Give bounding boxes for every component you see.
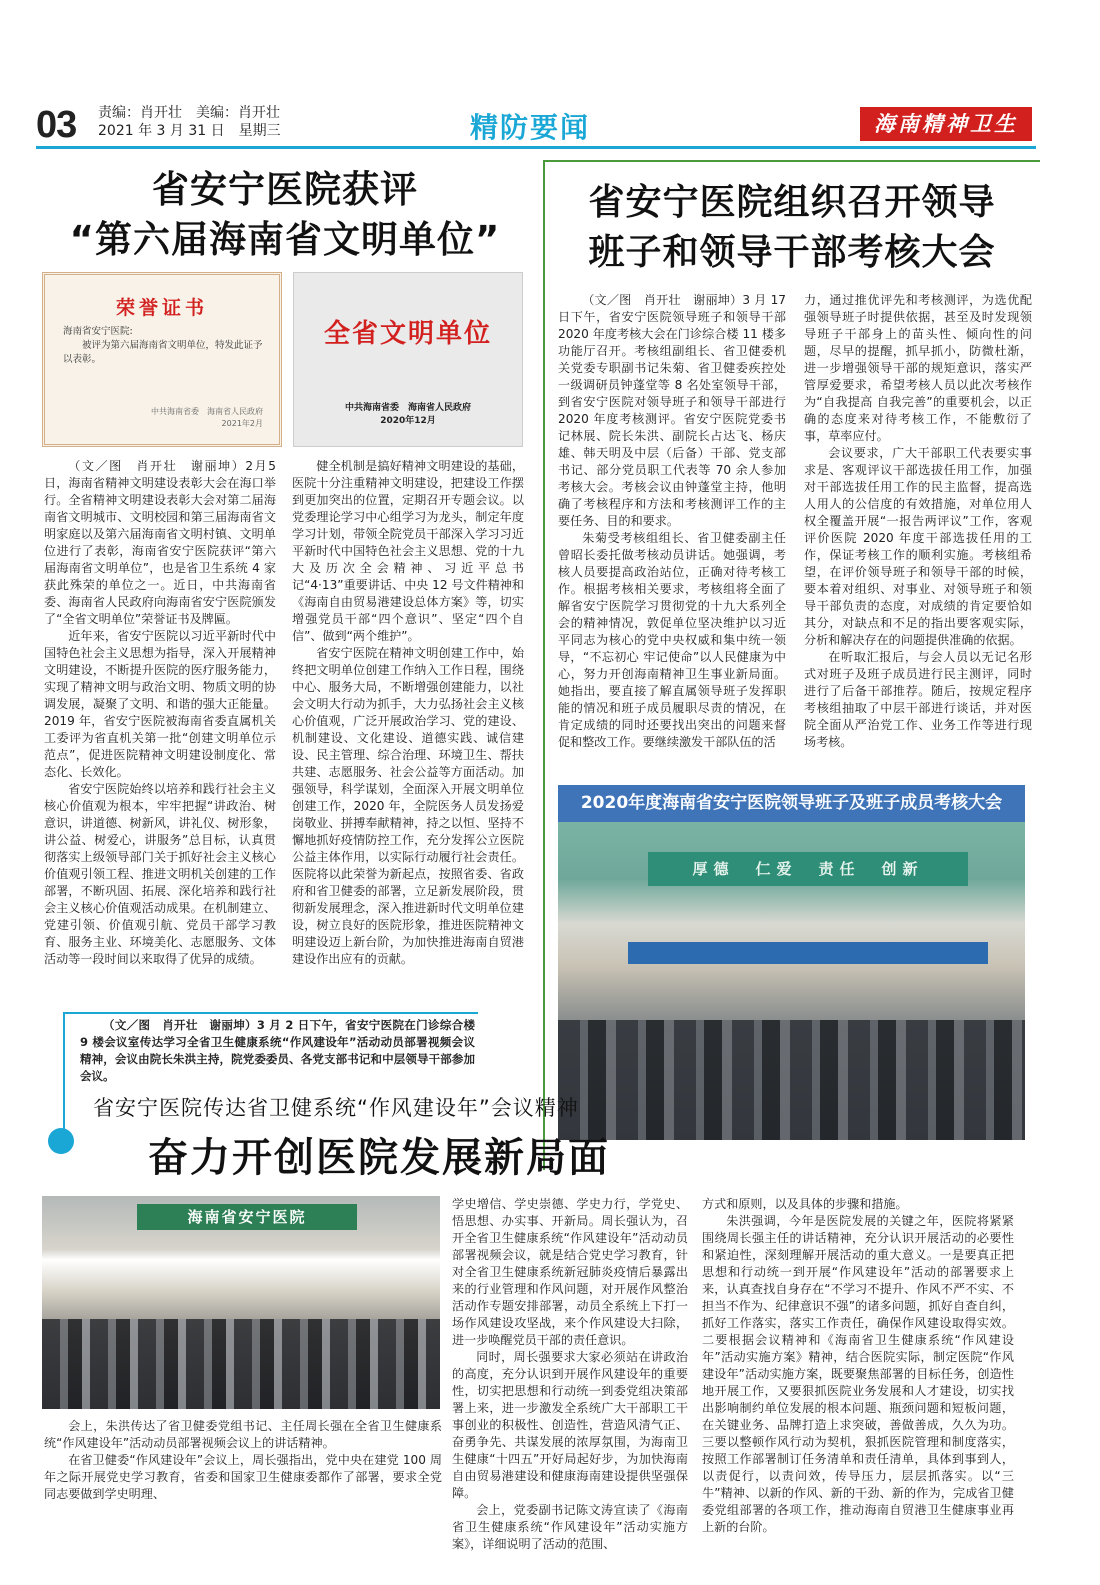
paragraph: （文／图 肖开壮 谢丽坤）3 月 17 日下午，省安宁医院领导班子和领导干部2020 年度考核大会在门诊综合楼 11 楼多功能厅召开。考核组副组长、省卫健委机关党委专职副书记朱菊、省卫健委疾控处一级调研员钟蓬堂等 8 名处室领导干部，到省安宁医院对领导班子和领导干部进行 2020 年度考核测评。省安宁医院党委书记林展、院长朱洪、副院长占达飞、杨庆雄、韩天明及中层（后备）干部、党支部书记、部分党员职工代表等 70 余人参加考核大会。考核会议由钟蓬堂主持，他明确了考核程序和方法和考核测评工作的主要任务、目的和要求。 [558, 293, 786, 528]
article2-title [552, 178, 1032, 278]
plaque-footer [294, 402, 522, 428]
header-meta [98, 104, 281, 140]
paragraph: 会上，朱洪传达了省卫健委党组书记、主任周长强在全省卫生健康系统“作风建设年”活动动员部署视频会议上的讲话精神。 [44, 1419, 442, 1450]
issue-weekday: 星期三 [238, 123, 281, 139]
decor-dot [48, 1128, 74, 1154]
paragraph: 会上，党委副书记陈文涛宣读了《海南省卫生健康系统“作风建设年”活动实施方案》，详细说明了活动的范围、 [452, 1503, 688, 1551]
paragraph: 在听取汇报后，与会人员以无记名形式对班子及班子成员进行民主测评，同时进行了后备干部推荐。随后，按规定程序考核组抽取了中层干部进行谈话，并对医院全面从严治党工作、业务工作等进行现场考核。 [804, 650, 1032, 749]
paragraph: 朱菊受考核组组长、省卫健委副主任曾昭长委托做考核动员讲话。她强调，考核人员要提高政治站位，正确对待考核工作。根据考核相关要求，考核组将全面了解省安宁医院学习贯彻党的十九大系列全会的精神情况，敦促单位坚决维护以习近平同志为核心的党中央权威和集中统一领导，“不忘初心 牢记使命”以人民健康为中心，努力开创海南精神卫生事业新局面。她指出，要直接了解直属领导班子发挥职能的情况和班子成员履职尽责的情况，在肯定成绩的同时还要找出突出的问题来督促和整改工作。要继续激发干部队伍的活 [558, 531, 786, 749]
article1-column-1 [44, 458, 276, 968]
issue-date: 2021 年 3 月 31 日 [98, 123, 225, 139]
certificate-title: 荣誉证书 [115, 297, 208, 319]
civilized-unit-plaque-image [293, 272, 523, 447]
article3-column-3 [702, 1196, 1014, 1536]
article1-column-2 [292, 458, 524, 968]
designer-credit: 美编：肖开壮 [196, 105, 280, 121]
article2-title-line2: 班子和领导干部考核大会 [588, 232, 996, 273]
article3-lead: （文／图 肖开壮 谢丽坤）3 月 2 日下午，省安宁医院在门诊综合楼 9 楼会议室传达学习全省卫生健康系统“作风建设年”活动动员部署视频会议精神，会议由院长朱洪主持，院党委委员、各党支部书记和中层领导干部参加会议。 [80, 1018, 475, 1083]
paragraph: 学史增信、学史崇德、学史力行，学党史、悟思想、办实事、开新局。周长强认为，召开全省卫生健康系统“作风建设年”活动动员部署视频会议，就是结合党史学习教育，针对全省卫生健康系统新冠肺炎疫情后暴露出来的行业管理和作风问题，对开展作风整治活动作专题安排部署，动员全系统上下打一场作风建设攻坚战，来个作风建设大扫除，进一步唤醒党员干部的责任意识。 [452, 1197, 688, 1347]
hospital-motto-sign: 厚德 仁爱 责任 创新 [648, 852, 968, 886]
assessment-meeting-photo [558, 822, 1025, 1140]
paragraph: 同时，周长强要求大家必须站在讲政治的高度，充分认识到开展作风建设年的重要性，切实把思想和行动统一到委党组决策部署上来，进一步激发全系统广大干部职工干事创业的积极性、创造性，营造风清气正、奋勇争先、共谋发展的浓厚氛围，为海南卫生健康“十四五”开好局起好步，为加快海南自由贸易港建设和健康海南建设提供坚强保障。 [452, 1350, 688, 1500]
plaque-date: 2020年12月 [380, 416, 436, 426]
article2-column-1 [558, 292, 786, 751]
paragraph: 健全机制是搞好精神文明建设的基础，医院十分注重精神文明建设，把建设工作摆到更加突出的位置，定期召开专题会议。以党委理论学习中心组学习为龙头，制定年度学习计划，带领全院党员干部深入学习习近平新时代中国特色社会主义思想、党的十九大及历次全会精神、习近平总书记“4·13”重要讲话、中央 12 号文件精神和《海南自由贸易港建设总体方案》等，切实增强党员干部“四个意识”、坚定“四个自信”、做到“两个维护”。 [292, 459, 524, 643]
masthead: 海南精神卫生 [860, 107, 1032, 141]
article3-column-1 [44, 1418, 442, 1503]
plaque-issuer: 中共海南省委 海南省人民政府 [344, 403, 471, 413]
honor-certificate-image [42, 272, 282, 447]
certificate-text: 被评为第六届海南省文明单位，特发此证予以表彰。 [63, 340, 263, 365]
editor-credit: 责编：肖开壮 [98, 105, 182, 121]
meeting-table [628, 942, 988, 964]
certificate-date: 2021年2月 [221, 419, 263, 428]
paragraph: 省安宁医院始终以培养和践行社会主义核心价值观为根本，牢牢把握“讲政治、树意识，讲道德、树新风，讲礼仪、树形象，讲公益、树爱心，讲服务”总目标，认真贯彻落实上级领导部门关于抓好社会主义核心价值观引领工程、推进文明机关创建的工作部署，不断巩固、拓展、深化培养和践行社会主义核心价值观活动成果。在机制建立、党建引领、价值观引航、党员干部学习教育、服务主业、环境美化、志愿服务、文体活动等一段时间以来取得了优异的成绩。 [44, 782, 276, 966]
paragraph: 朱洪强调，今年是医院发展的关键之年，医院将紧紧围绕周长强主任的讲话精神，充分认识开展活动的必要性和紧迫性，深刻理解开展活动的重大意义。一是要真正把思想和行动统一到开展“作风建设年”活动的部署要求上来，认真查找自身存在“不学习不提升、作风不严不实、不担当不作为、纪律意识不强”的诸多问题，抓好自查自纠，抓好工作落实，落实工作责任，确保作风建设取得实效。二要根据会议精神和《海南省卫生健康系统“作风建设年”活动实施方案》精神，结合医院实际，制定医院“作风建设年”活动实施方案，既要聚焦部署的目标任务，创造性地开展工作，又要狠抓医院业务发展和人才建设，切实找出影响制约单位发展的根本问题、瓶颈问题和短板问题，在关键业务、品牌打造上求突破，善做善成，久久为功。三要以整顿作风行动为契机，狠抓医院管理和制度落实，按照工作部署制订任务清单和责任清单，具体到事到人，以责促行，以责问效，传导压力，层层抓落实。以“三牛”精神、以新的作风、新的干劲、新的作为，完成省卫健委党组部署的各项工作，推动海南自贸港卫生健康事业再上新的台阶。 [702, 1214, 1014, 1534]
article1-title [40, 165, 530, 265]
article2-column-2 [804, 292, 1032, 751]
article1-title-line1: 省安宁医院获评 [152, 168, 418, 211]
section-title: 精防要闻 [470, 111, 591, 144]
paragraph: 会议要求，广大干部职工代表要实事求是、客观评议干部选拔任用工作，加强对干部选拔任用工作的民主监督，提高选人用人的公信度的有效措施，对单位用人权全覆盖开展“一报告两评议”工作，客观评价医院 2020 年度干部选拔任用的工作，保证考核工作的顺利实施。考核组希望，在评价领导班子和领导干部的时候，要本着对组织、对事业、对领导班子和领导干部负责的态度，对成绩的肯定要恰如其分，对缺点和不足的指出要客观实际，分析和解决存在的问题提供准确的依据。 [804, 446, 1032, 647]
paragraph: 方式和原则，以及具体的步骤和措施。 [702, 1197, 908, 1211]
article1-title-line2: “第六届海南省文明单位” [69, 218, 501, 261]
certificate-issuer: 中共海南省委 海南省人民政府 [151, 407, 263, 416]
certificate-body [63, 325, 265, 367]
paragraph: 省安宁医院在精神文明创建工作中，始终把文明单位创建工作纳入工作日程，围绕中心、服务大局，不断增强创建能力，以社会文明大行动为抓手，大力弘扬社会主义核心价值观，广泛开展政治学习、党的建设、机制建设、文化建设、道德实践、诚信建设、民主管理、综合治理、环境卫生、帮扶共建、志愿服务、社会公益等方面活动。加强领导，科学谋划，全面深入开展文明单位创建工作，2020 年，全院医务人员发扬爱岗敬业、拼搏奉献精神，持之以恒、坚持不懈地抓好疫情防控工作，充分发挥公立医院公益主体作用，以实际行动履行社会责任。医院将以此荣誉为新起点，按照省委、省政府和省卫健委的部署，立足新发展阶段，贯彻新发展理念，深入推进新时代文明单位建设，树立良好的医院形象，推进医院精神文明建设迈上新台阶，为加快推进海南自贸港建设作出应有的贡献。 [292, 646, 524, 966]
article3-title: 奋力开创医院发展新局面 [148, 1135, 610, 1181]
paragraph: 力，通过推优评先和考核测评，为选优配强领导班子时提供依据，甚至及时发现领导班子干部身上的苗头性、倾向性的问题，尽早的提醒，抓早抓小，防微杜渐，进一步增强领导干部的规矩意识，落实严管厚爱要求，希望考核人员以此次考核作为“自我提高 自我完善”的重要机会，以正确的态度来对待考核工作，不能敷衍了事，草率应付。 [804, 293, 1032, 443]
certificate-footer [151, 406, 263, 430]
article2-title-line1: 省安宁医院组织召开领导 [588, 182, 996, 223]
paragraph: 在省卫健委“作风建设年”会议上，周长强指出，党中央在建党 100 周年之际开展党史学习教育，省委和国家卫生健康委都作了部署，要求全党同志要做到学史明理、 [44, 1453, 442, 1501]
certificate-recipient: 海南省安宁医院: [63, 326, 133, 337]
article3-column-2 [452, 1196, 688, 1553]
audience [558, 1020, 1025, 1140]
article3-subtitle: 省安宁医院传达省卫健系统“作风建设年”会议精神 [93, 1096, 579, 1120]
attendees [42, 1319, 440, 1409]
header-rule [36, 146, 1036, 149]
page-number: 03 [36, 104, 77, 146]
paragraph: 近年来，省安宁医院以习近平新时代中国特色社会主义思想为指导，深入开展精神文明建设，不断提升医院的医疗服务能力，实现了精神文明与政治文明、物质文明的协调发展，凝聚了文明、和谐的强大正能量。2019 年，省安宁医院被海南省委直属机关工委评为省直机关第一批“创建文明单位示范点”，促进医院精神文明建设制度化、常态化、长效化。 [44, 629, 276, 779]
plaque-text: 全省文明单位 [323, 319, 492, 349]
meeting-room-photo [42, 1196, 440, 1409]
photo-banner: 2020年度海南省安宁医院领导班子及班子成员考核大会 [558, 785, 1025, 822]
hospital-name-sign: 海南省安宁医院 [137, 1204, 357, 1230]
paragraph: （文／图 肖开壮 谢丽坤）2月5日，海南省精神文明建设表彰大会在海口举行。全省精神文明建设表彰大会对第二届海南省文明城市、文明校园和第三届海南省文明家庭以及第六届海南省文明村镇、文明单位进行了表彰，海南省安宁医院获评“第六届海南省文明单位”，也是省卫生系统 4 家获此殊荣的单位之一。近日，中共海南省委、海南省人民政府向海南省安宁医院颁发了“全省文明单位”荣誉证书及牌匾。 [44, 459, 276, 626]
